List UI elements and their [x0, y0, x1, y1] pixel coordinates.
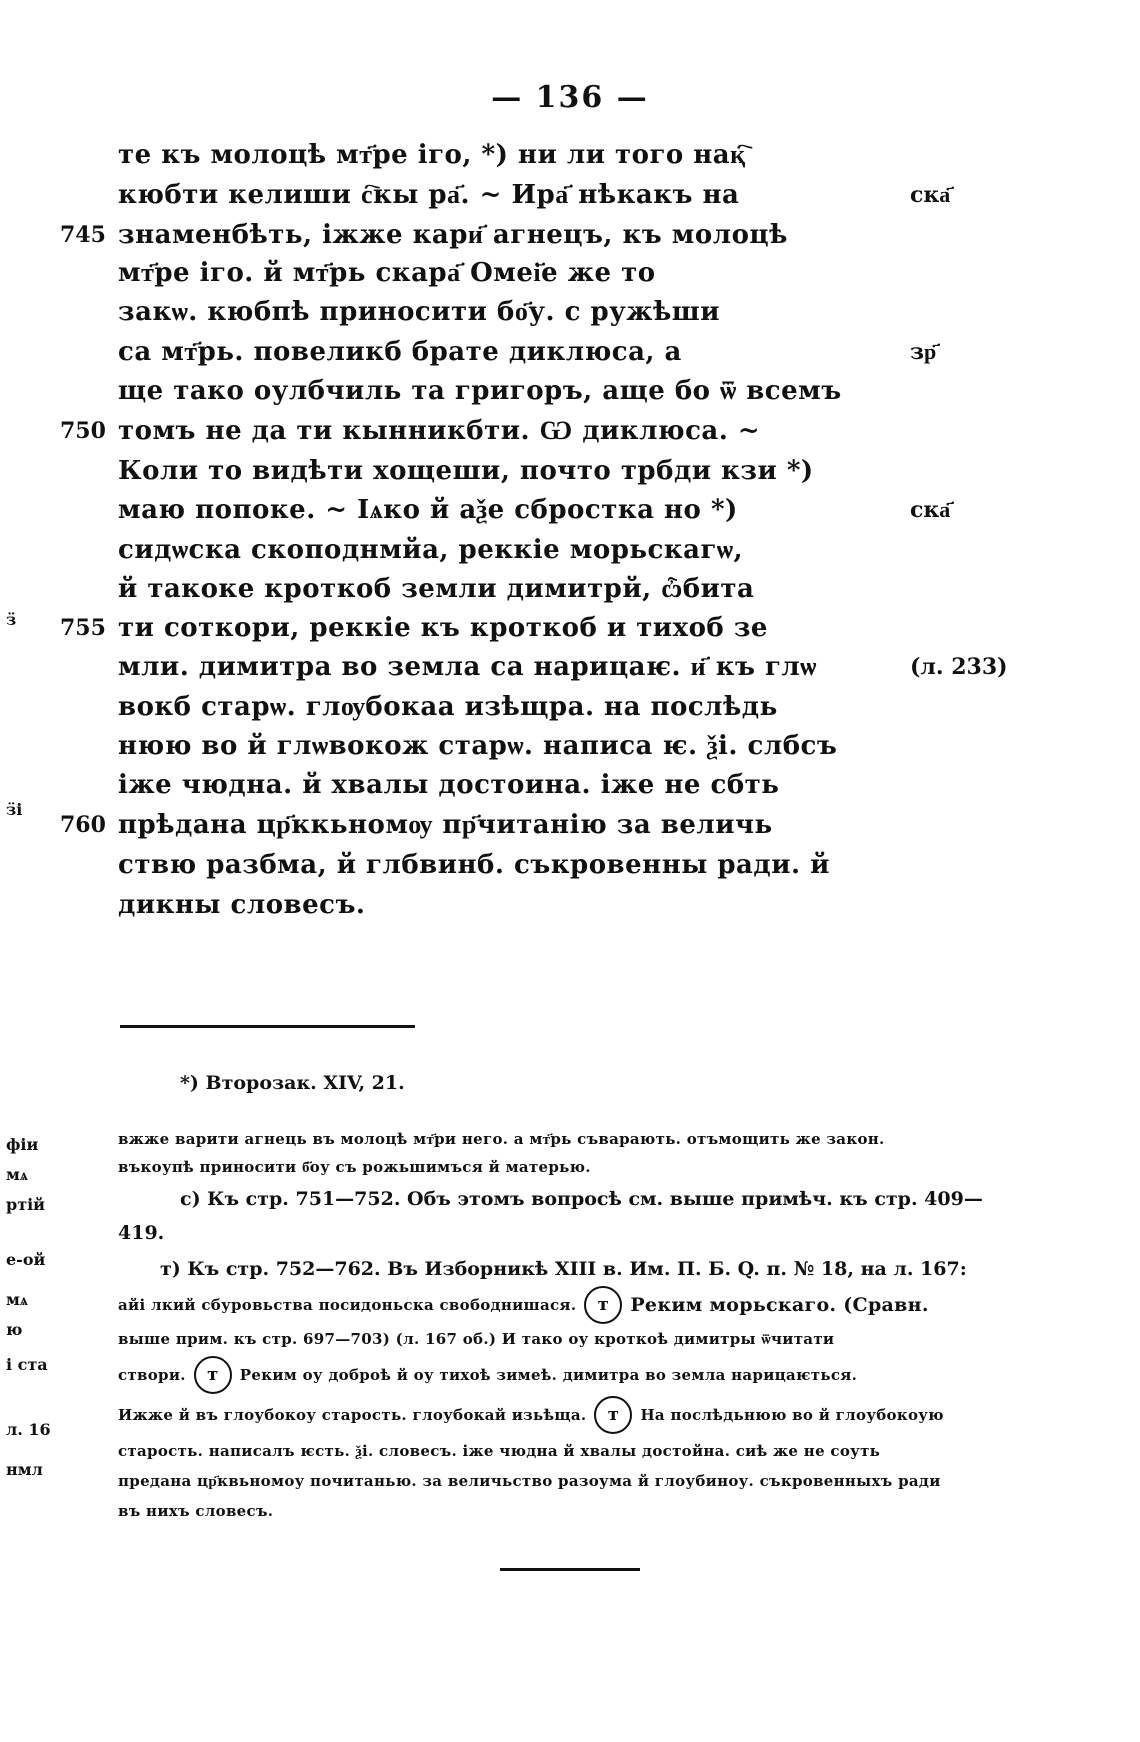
text-line: Коли то видѣти хощеши, почто трбди кзи *) — [118, 456, 814, 486]
text-line: нюю во й глѡвокож старѡ. написа ѥ. ѯі. слбсъ — [118, 731, 838, 761]
left-margin-fragment: е-ой — [6, 1250, 46, 1269]
left-margin-fragment: мѧ — [6, 1290, 28, 1309]
footnote-text: айі лкий сбуровьства посидоньска свободнишася. — [118, 1296, 577, 1314]
margin-note: зр҃ — [910, 339, 937, 365]
footnote-text: Реким морьскаго. (Сравн. — [630, 1294, 929, 1316]
left-margin-fragment: ю — [6, 1320, 23, 1339]
footnote-text: На послѣдьнюю во й глоубокоую — [640, 1406, 944, 1424]
text-line: прѣдана цр҃ккьномѹ пр҃читанію за величь — [118, 810, 773, 840]
footnote-line — [118, 1356, 998, 1394]
left-margin-fragment: і ста — [6, 1355, 48, 1374]
footnote-separator — [120, 1025, 415, 1028]
left-margin-fragment: ӟі — [6, 800, 23, 819]
circled-letter: т — [594, 1396, 632, 1434]
margin-note: ска҃ — [910, 182, 951, 208]
footnote-line: выше прим. къ стр. 697—703) (л. 167 об.) И тако оу кроткоѣ димитры ѿчитати — [118, 1330, 835, 1348]
circled-letter: т — [584, 1286, 622, 1324]
footnote-line: вжже варити агнець въ молоцѣ мт҃ри него. а мт҃рь съварають. отъмощить же закон. — [118, 1130, 885, 1148]
text-line: й такоке кроткоб земли димитрй, ѽбита — [118, 574, 755, 604]
footnote-line: предана цр҃квьномоу почитанью. за величьство разоума й глоубиноу. съкровенныхъ ради — [118, 1472, 941, 1490]
text-line: знаменбѣть, іжже кари҃ агнецъ, къ молоцѣ — [118, 220, 788, 250]
left-margin-fragment: ӟ — [6, 610, 17, 629]
left-margin-fragment: ртій — [6, 1195, 46, 1214]
text-line: маю попоке. ~ Іѧко й аѯе сбростка но *) — [118, 495, 738, 525]
margin-note: (л. 233) — [910, 654, 1008, 680]
margin-note: ска҃ — [910, 497, 951, 523]
line-number: 755 — [60, 615, 106, 641]
left-margin-fragment: л. 16 — [6, 1420, 51, 1439]
footnote-line: 419. — [118, 1222, 165, 1244]
bottom-rule — [500, 1568, 640, 1571]
text-line: іже чюдна. й хвалы достоина. іже не сбть — [118, 770, 780, 800]
text-line: сидѡска скоподнмйа, реккіе морьскагѡ, — [118, 535, 744, 565]
text-line: вокб старѡ. глѹбокаа изѣщра. на послѣдь — [118, 692, 778, 722]
text-line: ствю разбма, й глбвинб. съкровенны ради. й — [118, 850, 830, 880]
line-number: 745 — [60, 222, 106, 248]
footnote-line: т) Къ стр. 752—762. Въ Изборникѣ XIII в. Им. П. Б. Q. п. № 18, на л. 167: — [160, 1258, 967, 1280]
text-line: томъ не да ти кынникбти. Ѡ диклюса. ~ — [118, 416, 761, 446]
text-line: кюбти келиши с҇кы ра҃. ~ Ира҃ нѣкакъ на — [118, 180, 740, 210]
left-margin-fragment: нмл — [6, 1460, 43, 1479]
text-line: ще тако оулбчиль та григоръ, аще бо ѿ всемъ — [118, 376, 842, 406]
text-line: закѡ. кюбпѣ приносити бо҃у. с ружѣши — [118, 297, 721, 327]
footnote-line: въкоупѣ приносити б҃оу съ рожьшимъся й матерью. — [118, 1158, 591, 1176]
text-line: дикны словесъ. — [118, 890, 366, 920]
footnote-line — [118, 1286, 998, 1324]
footnote-line: въ нихъ словесъ. — [118, 1502, 274, 1520]
text-line: са мт҃рь. повеликб брате диклюса, а — [118, 337, 682, 367]
footnote-main: *) Второзак. XIV, 21. — [180, 1072, 405, 1094]
text-line: те къ молоцѣ мт҃ре іго, *) ни ли того нақ҇ — [118, 140, 746, 170]
footnote-text: Реким оу доброѣ й оу тихоѣ зимеѣ. димитра во земла нарицаѥться. — [239, 1366, 858, 1384]
footnote-text: створи. — [118, 1366, 186, 1384]
text-line: мт҃ре іго. й мт҃рь скара҃ Омеі҃е же то — [118, 258, 656, 288]
footnote-line: старость. написалъ ѥсть. ѯі. словесъ. іже чюдна й хвалы достойна. сиѣ же не соуть — [118, 1442, 881, 1460]
text-line: мли. димитра во земла са нарицаѥ. и҃ къ глѡ — [118, 652, 817, 682]
line-number: 760 — [60, 812, 106, 838]
line-number: 750 — [60, 418, 106, 444]
footnote-line — [118, 1396, 998, 1434]
text-line: ти соткори, реккіе къ кроткоб и тихоб зе — [118, 613, 768, 643]
circled-letter: т — [194, 1356, 232, 1394]
left-margin-fragment: мѧ — [6, 1165, 28, 1184]
footnote-text: Ижже й въ глоубокоу старость. глоубокай изьѣща. — [118, 1406, 587, 1424]
footnote-line: с) Къ стр. 751—752. Объ этомъ вопросѣ см. выше примѣч. къ стр. 409— — [180, 1188, 983, 1210]
left-margin-fragment: фіи — [6, 1135, 39, 1154]
page-number: — 136 — — [491, 80, 649, 115]
